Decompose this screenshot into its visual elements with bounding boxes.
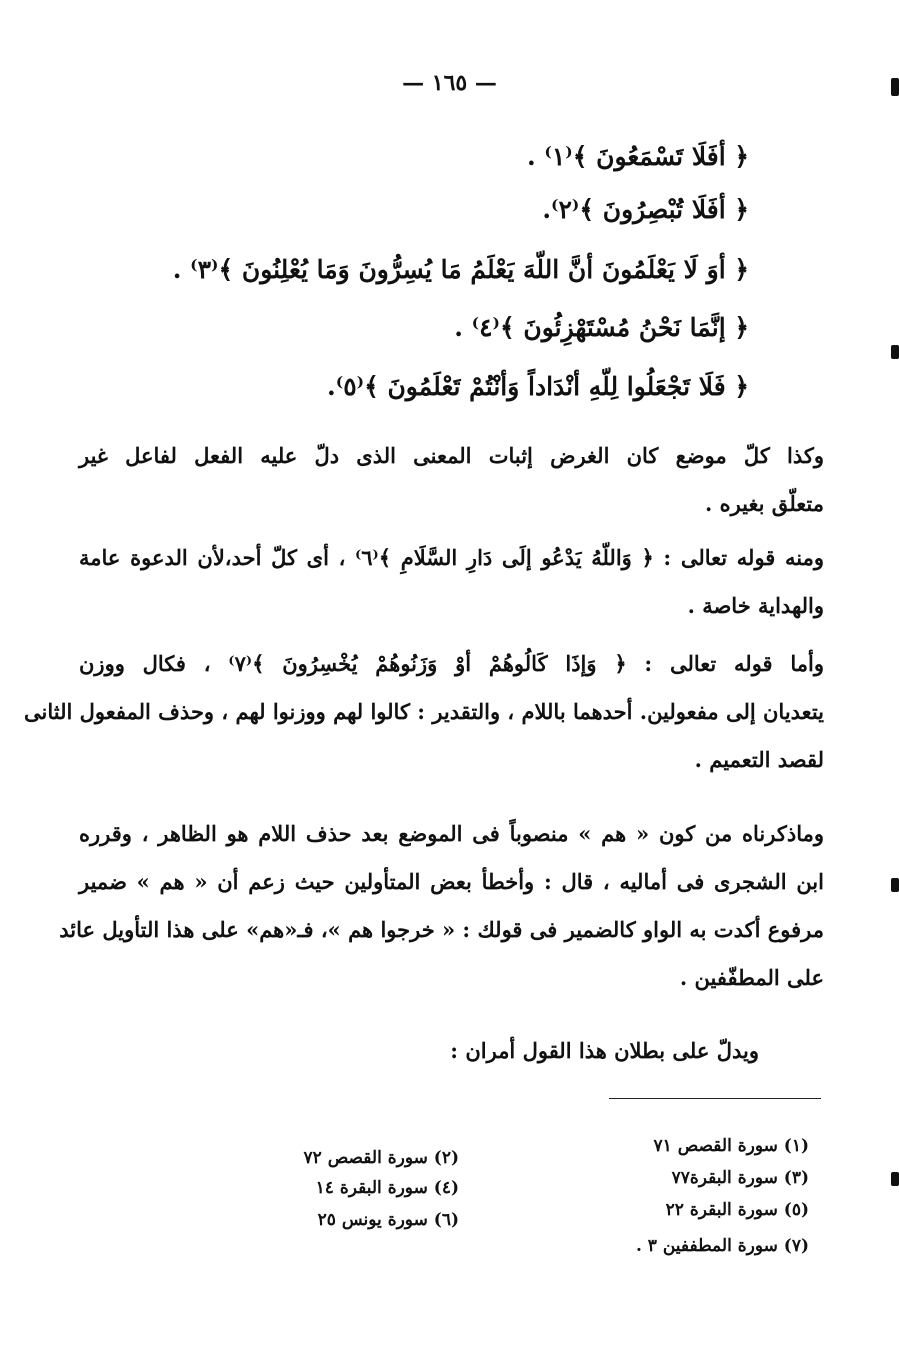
paragraph-line: يتعديان إلى مفعولين. أحدهما باللام ، والتقدير : كالوا لهم ووزنوا لهم ، وحذف المفعول الثانى — [23, 699, 824, 724]
quran-verse-5: ﴿ فَلَا تَجْعَلُوا لِلّهِ أنْدَاداً وَأنْتُمْ تَعْلَمُونَ ﴾⁽٥⁾. — [327, 372, 749, 401]
quran-verse-1: ﴿ أفَلَا تَسْمَعُونَ ﴾⁽١⁾ . — [526, 142, 749, 171]
scan-edge-mark — [891, 878, 899, 892]
paragraph-line: لقصد التعميم . — [694, 747, 824, 772]
footnote: (٥) سورة البقرة ٢٢ — [665, 1200, 809, 1220]
footnote: (٦) سورة يونس ٢٥ — [317, 1210, 459, 1230]
paragraph-line: وأما قوله تعالى : ﴿ وَإذَا كَالُوهُمْ أوْ وَزَنُوهُمْ يُخْسِرُونَ ﴾⁽٧⁾ ، فكال ووزن — [79, 651, 824, 676]
footnote: (٢) سورة القصص ٧٢ — [303, 1148, 459, 1168]
paragraph-line: متعلّق بغيره . — [704, 491, 824, 516]
footnote: (٧) سورة المطففين ٣ . — [635, 1236, 809, 1256]
scan-edge-mark — [891, 78, 899, 96]
paragraph-line: على المطفّفين . — [679, 965, 824, 990]
paragraph-line: مرفوع أكدت به الواو كالضمير فى قولك : « خرجوا هم »، فـ«هم» على هذا التأويل عائد — [59, 917, 824, 942]
scan-edge-mark — [891, 345, 899, 359]
paragraph-5 — [79, 1027, 759, 1075]
quran-verse-4: ﴿ إنَّمَا نَحْنُ مُسْتَهْزِئُونَ ﴾⁽٤⁾ . — [454, 313, 749, 342]
paragraph-line: والهداية خاصة . — [687, 593, 824, 618]
quran-verse-3: ﴿ أوَ لَا يَعْلَمُونَ أنَّ اللّهَ يَعْلَمُ مَا يُسِرُّونَ وَمَا يُعْلِنُونَ ﴾⁽٣⁾ . — [172, 255, 749, 284]
paragraph-line: ومنه قوله تعالى : ﴿ وَاللّهُ يَدْعُو إلَى دَارِ السَّلَامِ ﴾⁽٦⁾ ، أى كلّ أحد،لأن الدعوة عامة — [79, 545, 824, 570]
paragraph-line: وماذكرناه من كون « هم » منصوباً فى الموضع بعد حذف اللام هو الظاهر ، وقرره — [79, 821, 825, 846]
quran-verse-2: ﴿ أفَلَا تُبْصِرُونَ ﴾⁽٢⁾. — [542, 195, 749, 224]
paragraph-1 — [79, 432, 824, 528]
scan-edge-mark — [891, 1172, 899, 1186]
page-number: — ١٦٥ — — [402, 70, 497, 96]
footnote: (١) سورة القصص ٧١ — [653, 1136, 809, 1156]
paragraph-line: ابن الشجرى فى أماليه ، قال : وأخطأ بعض المتأولين حيث زعم أن « هم » ضمير — [79, 869, 824, 894]
footnote: (٣) سورة البقرة٧٧ — [671, 1168, 809, 1188]
paragraph-4 — [59, 810, 825, 1002]
paragraph-3 — [23, 640, 824, 784]
footnote: (٤) سورة البقرة ١٤ — [315, 1178, 459, 1198]
paragraph-line: وكذا كلّ موضع كان الغرض إثبات المعنى الذى دلّ عليه الفعل لفاعل غير — [79, 443, 824, 468]
paragraph-2 — [79, 534, 824, 630]
footnote-divider — [609, 1098, 821, 1099]
paragraph-line: ويدلّ على بطلان هذا القول أمران : — [450, 1038, 759, 1063]
